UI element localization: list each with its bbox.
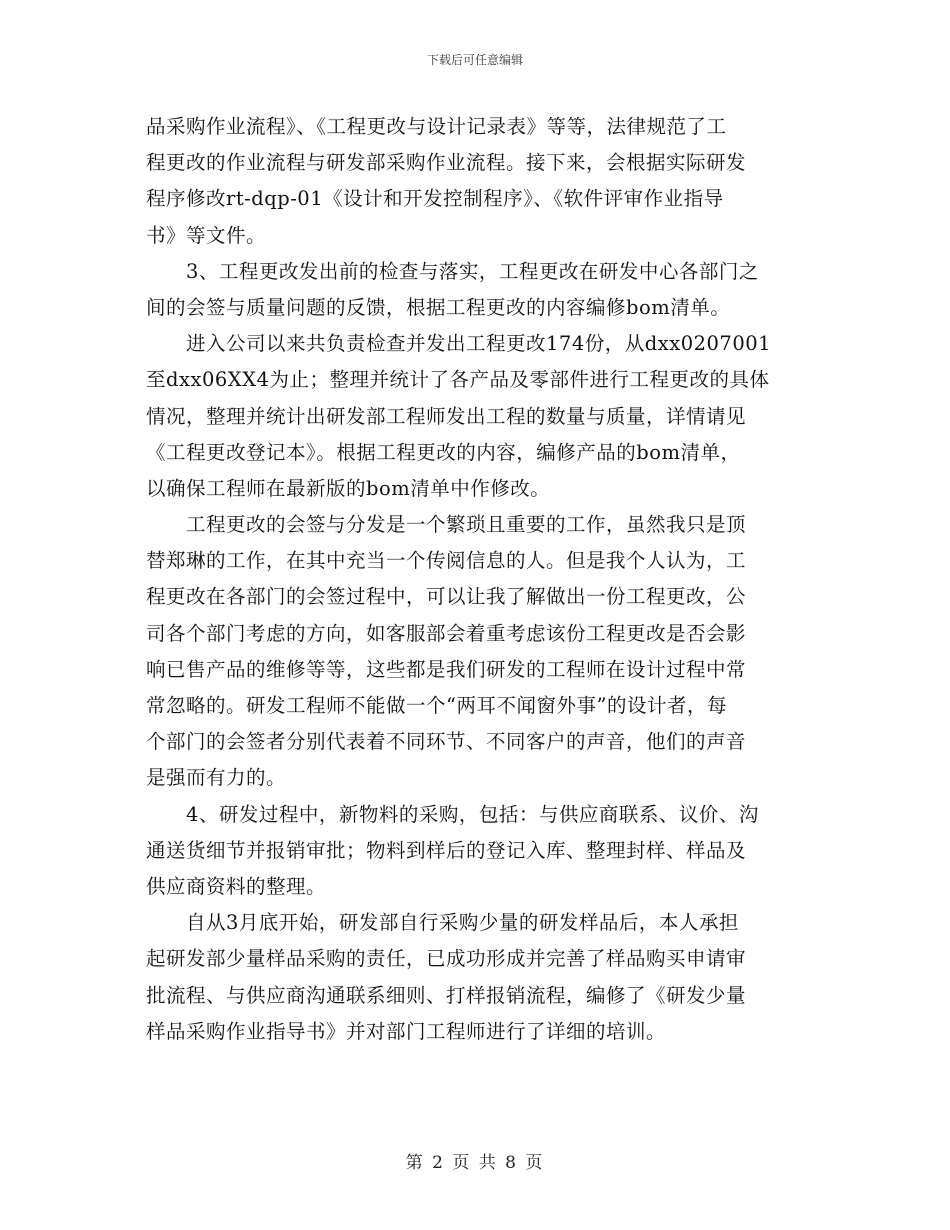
text-line: 进入公司以来共负责检查并发出工程更改174份，从dxx0207001 — [186, 332, 772, 356]
text-line: 自从3月底开始，研发部自行采购少量的研发样品后，本人承担 — [186, 911, 739, 935]
text-line: 替郑琳的工作，在其中充当一个传阅信息的人。但是我个人认为，工 — [146, 549, 747, 573]
text-line: 3、工程更改发出前的检查与落实，工程更改在研发中心各部门之 — [186, 259, 759, 283]
text-line: 间的会签与质量问题的反馈，根据工程更改的内容编修bom清单。 — [146, 295, 731, 319]
text-line: 通送货细节并报销审批；物料到样后的登记入库、整理封样、样品及 — [146, 838, 747, 862]
paragraph — [146, 254, 808, 326]
text-line: 是强而有力的。 — [146, 766, 287, 790]
text-line: 情况，整理并统计出研发部工程师发出工程的数量与质量，详情请见 — [146, 404, 747, 428]
text-line: 供应商资料的整理。 — [146, 874, 327, 898]
text-line: 《工程更改登记本》。根据工程更改的内容，编修产品的bom清单， — [146, 440, 741, 464]
text-line: 样品采购作业指导书》并对部门工程师进行了详细的培训。 — [146, 1019, 667, 1043]
text-line: 以确保工程师在最新版的bom清单中作修改。 — [146, 476, 551, 500]
text-line: 程序修改rt-dqp-01《设计和开发控制程序》、《软件评审作业指导 — [146, 187, 724, 211]
document-body — [146, 109, 808, 1050]
text-line: 书》等文件。 — [146, 223, 267, 247]
text-line: 响已售产品的维修等等，这些都是我们研发的工程师在设计过程中常 — [146, 657, 747, 681]
paragraph — [146, 905, 808, 1050]
text-line: 常忽略的。研发工程师不能做一个“两耳不闻窗外事”的设计者，每 — [146, 694, 727, 717]
text-line: 起研发部少量样品采购的责任，已成功形成并完善了样品购买申请审 — [146, 947, 747, 971]
text-line: 个部门的会签者分别代表着不同环节、不同客户的声音，他们的声音 — [146, 730, 747, 754]
page-number: 第 2 页 共 8 页 — [405, 1153, 545, 1173]
text-line: 程更改在各部门的会签过程中，可以让我了解做出一份工程更改，公 — [146, 585, 747, 609]
paragraph — [146, 326, 808, 507]
page-header: 下载后可任意编辑 — [426, 53, 523, 67]
text-line: 工程更改的会签与分发是一个繁琐且重要的工作，虽然我只是顶 — [186, 513, 747, 537]
text-line: 至dxx06XX4为止；整理并统计了各产品及零部件进行工程更改的具体 — [146, 368, 770, 392]
text-line: 4、研发过程中，新物料的采购，包括：与供应商联系、议价、沟 — [186, 802, 759, 826]
paragraph — [146, 507, 808, 797]
text-line: 程更改的作业流程与研发部采购作业流程。接下来，会根据实际研发 — [146, 151, 747, 175]
text-line: 品采购作业流程》、《工程更改与设计记录表》等等，法律规范了工 — [146, 115, 727, 138]
text-line: 司各个部门考虑的方向，如客服部会着重考虑该份工程更改是否会影 — [146, 621, 747, 645]
paragraph — [146, 109, 808, 254]
paragraph — [146, 797, 808, 906]
text-line: 批流程、与供应商沟通联系细则、打样报销流程，编修了《研发少量 — [146, 983, 747, 1007]
